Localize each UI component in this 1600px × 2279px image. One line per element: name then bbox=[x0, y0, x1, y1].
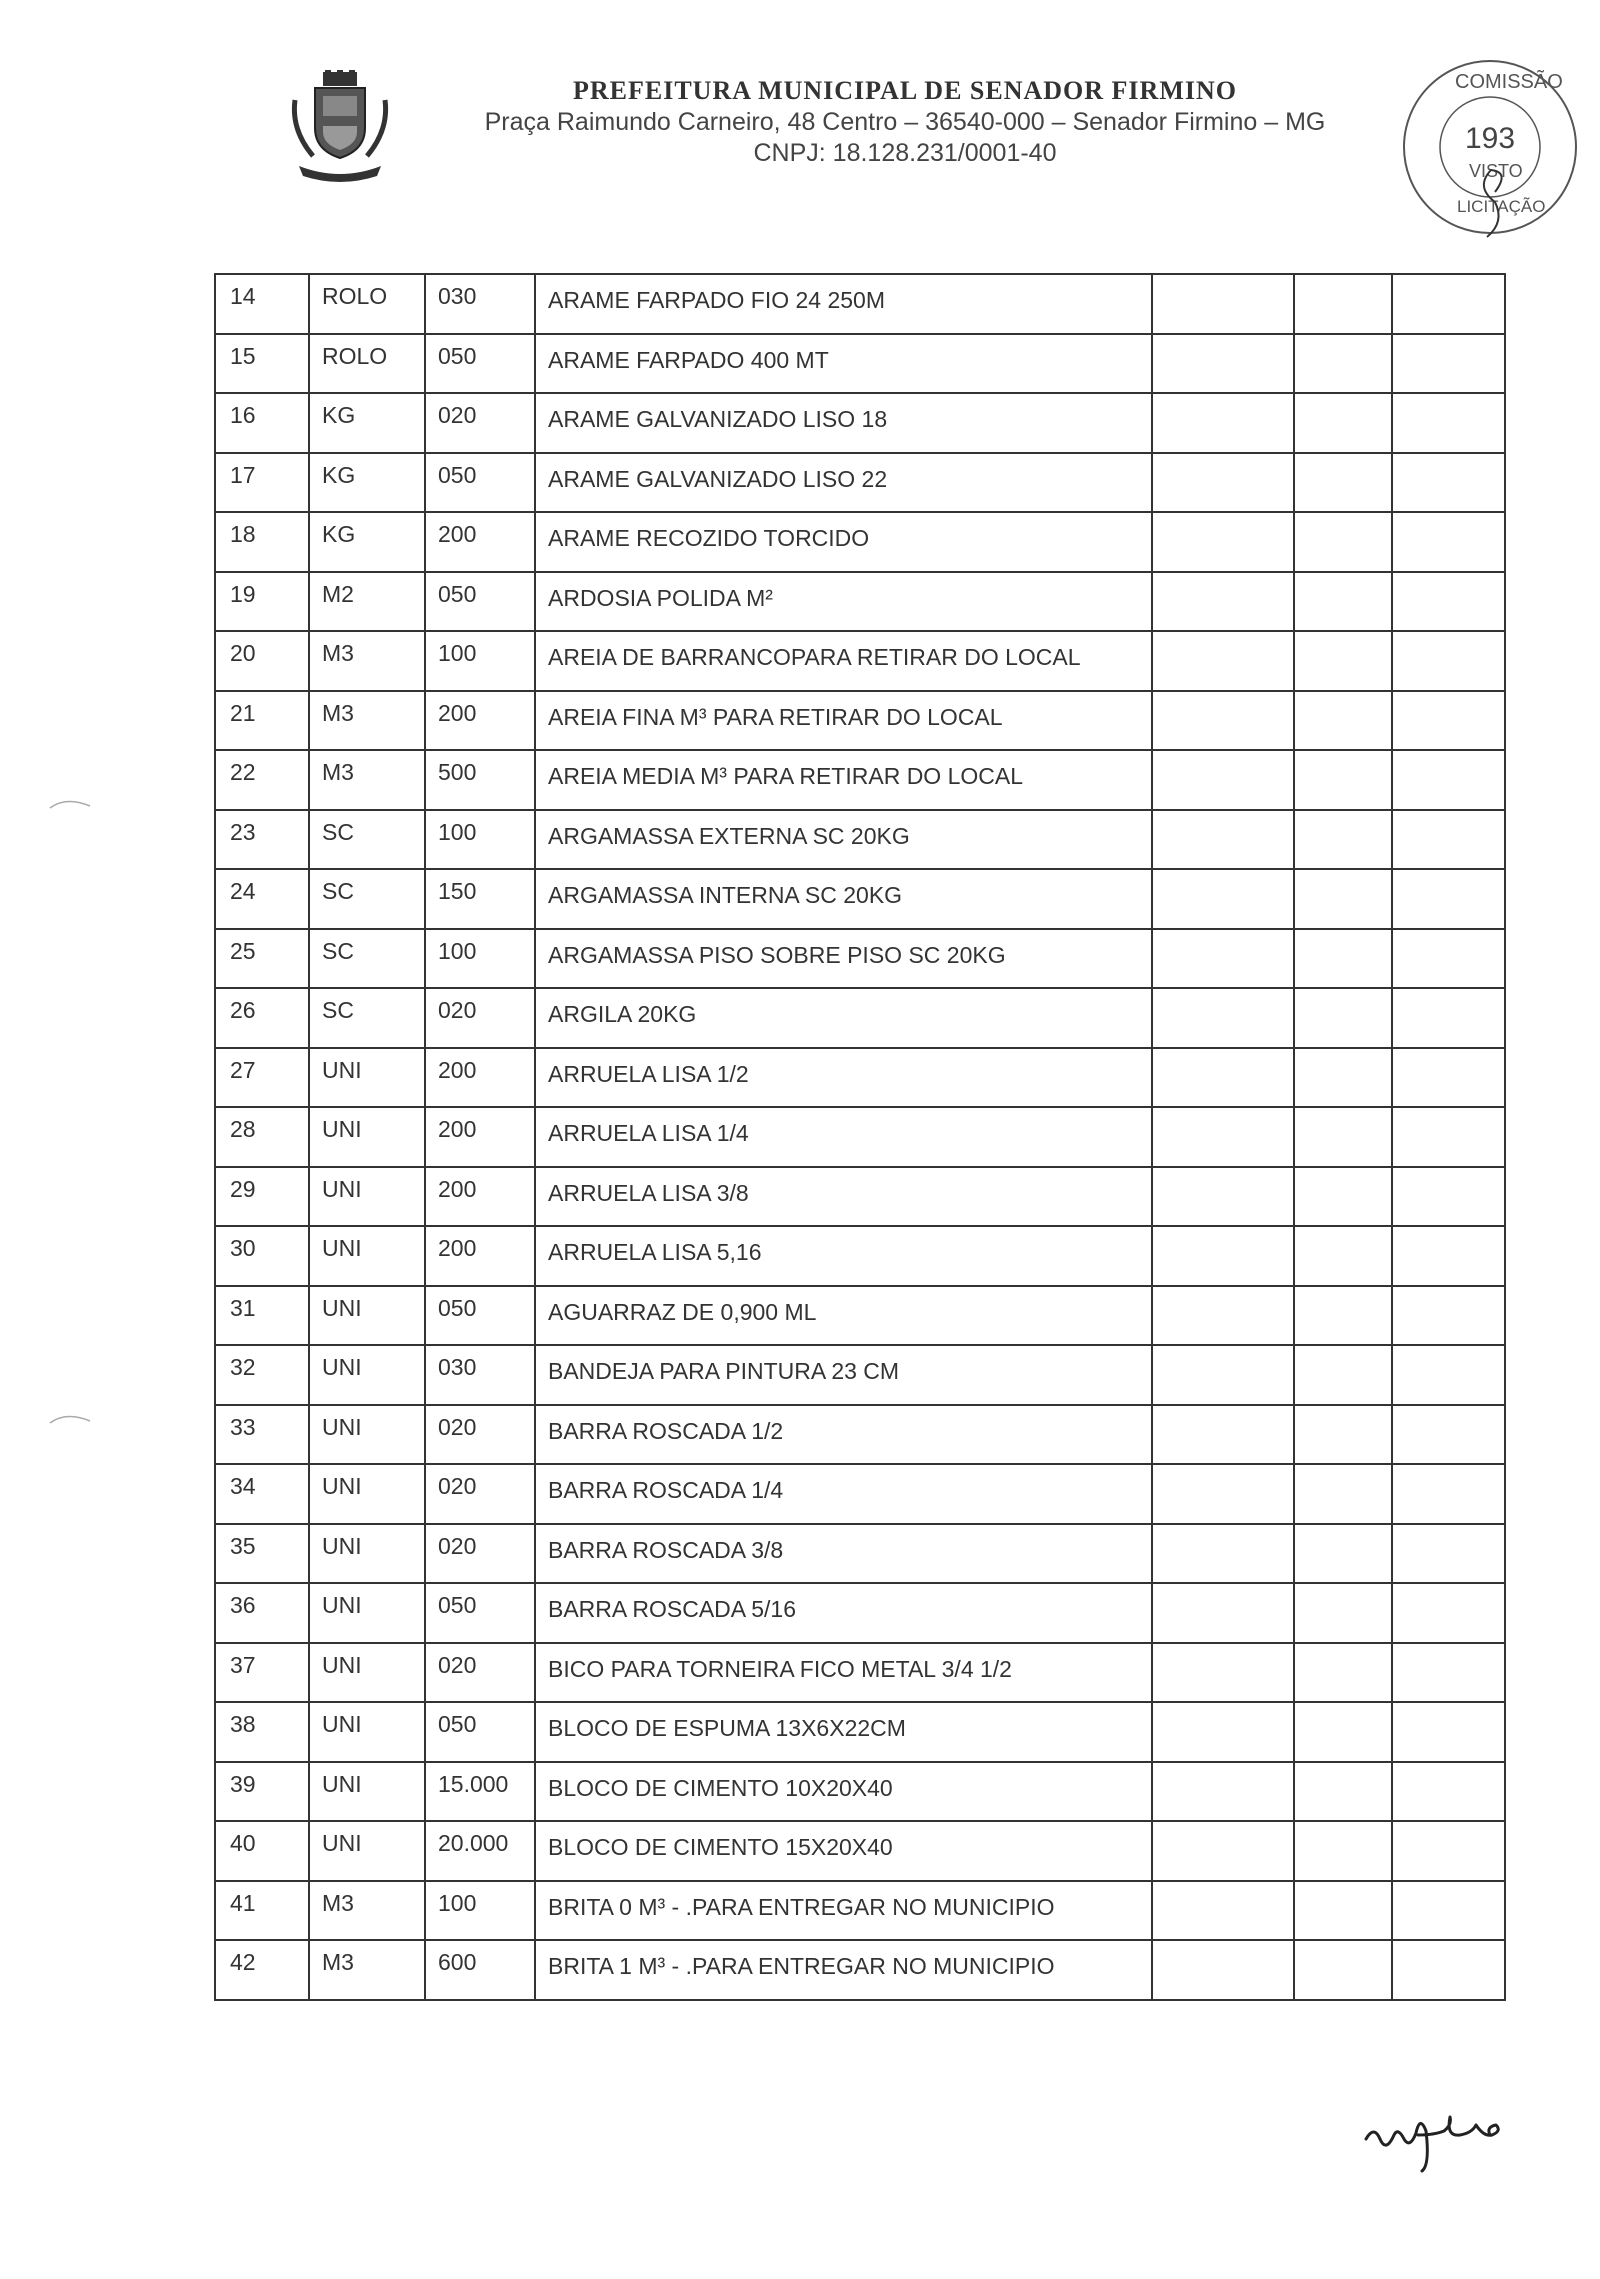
item-unit-cell: UNI bbox=[309, 1762, 425, 1822]
handwritten-signature-icon bbox=[1360, 2095, 1520, 2175]
item-description-cell: ARDOSIA POLIDA M² bbox=[535, 572, 1152, 632]
empty-price-cell bbox=[1294, 1524, 1392, 1584]
empty-price-cell bbox=[1294, 512, 1392, 572]
table-row bbox=[215, 1821, 1505, 1881]
empty-price-cell bbox=[1152, 750, 1294, 810]
empty-price-cell bbox=[1294, 393, 1392, 453]
empty-price-cell bbox=[1392, 1821, 1505, 1881]
table-row bbox=[215, 1226, 1505, 1286]
item-unit-cell: UNI bbox=[309, 1524, 425, 1584]
empty-price-cell bbox=[1392, 393, 1505, 453]
item-unit-cell: UNI bbox=[309, 1167, 425, 1227]
empty-price-cell bbox=[1392, 929, 1505, 989]
table-row bbox=[215, 1643, 1505, 1703]
item-unit-cell: M3 bbox=[309, 750, 425, 810]
empty-price-cell bbox=[1294, 1702, 1392, 1762]
item-number-cell: 39 bbox=[215, 1762, 309, 1822]
item-quantity-cell: 200 bbox=[425, 512, 535, 572]
item-description-cell: ARGAMASSA PISO SOBRE PISO SC 20KG bbox=[535, 929, 1152, 989]
table-row bbox=[215, 1167, 1505, 1227]
item-description-cell: BARRA ROSCADA 1/4 bbox=[535, 1464, 1152, 1524]
item-unit-cell: M3 bbox=[309, 631, 425, 691]
table-row bbox=[215, 988, 1505, 1048]
item-quantity-cell: 20.000 bbox=[425, 1821, 535, 1881]
item-unit-cell: UNI bbox=[309, 1643, 425, 1703]
item-quantity-cell: 100 bbox=[425, 810, 535, 870]
item-quantity-cell: 100 bbox=[425, 631, 535, 691]
empty-price-cell bbox=[1152, 1405, 1294, 1465]
item-description-cell: BRITA 0 M³ - .PARA ENTREGAR NO MUNICIPIO bbox=[535, 1881, 1152, 1941]
empty-price-cell bbox=[1294, 1107, 1392, 1167]
item-description-cell: BLOCO DE CIMENTO 15X20X40 bbox=[535, 1821, 1152, 1881]
item-quantity-cell: 050 bbox=[425, 1702, 535, 1762]
item-quantity-cell: 200 bbox=[425, 691, 535, 751]
empty-price-cell bbox=[1294, 1643, 1392, 1703]
letterhead-text bbox=[380, 76, 1430, 168]
item-description-cell: AREIA MEDIA M³ PARA RETIRAR DO LOCAL bbox=[535, 750, 1152, 810]
item-unit-cell: KG bbox=[309, 512, 425, 572]
item-unit-cell: ROLO bbox=[309, 274, 425, 334]
margin-mark bbox=[46, 790, 94, 820]
empty-price-cell bbox=[1294, 1405, 1392, 1465]
item-quantity-cell: 020 bbox=[425, 393, 535, 453]
empty-price-cell bbox=[1152, 1583, 1294, 1643]
empty-price-cell bbox=[1392, 1643, 1505, 1703]
empty-price-cell bbox=[1294, 1762, 1392, 1822]
item-description-cell: ARGAMASSA INTERNA SC 20KG bbox=[535, 869, 1152, 929]
empty-price-cell bbox=[1152, 929, 1294, 989]
empty-price-cell bbox=[1294, 334, 1392, 394]
table-row bbox=[215, 572, 1505, 632]
item-description-cell: ARAME GALVANIZADO LISO 18 bbox=[535, 393, 1152, 453]
item-quantity-cell: 050 bbox=[425, 572, 535, 632]
item-quantity-cell: 100 bbox=[425, 1881, 535, 1941]
empty-price-cell bbox=[1294, 1226, 1392, 1286]
municipality-title: PREFEITURA MUNICIPAL DE SENADOR FIRMINO bbox=[572, 76, 1237, 105]
item-description-cell: ARRUELA LISA 1/2 bbox=[535, 1048, 1152, 1108]
empty-price-cell bbox=[1392, 1345, 1505, 1405]
empty-price-cell bbox=[1152, 512, 1294, 572]
empty-price-cell bbox=[1392, 750, 1505, 810]
empty-price-cell bbox=[1294, 1821, 1392, 1881]
stamp-bottom-text: LICITAÇÃO bbox=[1457, 197, 1546, 216]
item-number-cell: 17 bbox=[215, 453, 309, 513]
item-unit-cell: UNI bbox=[309, 1107, 425, 1167]
empty-price-cell bbox=[1392, 274, 1505, 334]
stamp-top-text: COMISSÃO bbox=[1455, 71, 1563, 93]
empty-price-cell bbox=[1152, 869, 1294, 929]
empty-price-cell bbox=[1392, 631, 1505, 691]
item-unit-cell: M3 bbox=[309, 1940, 425, 2000]
empty-price-cell bbox=[1294, 1464, 1392, 1524]
item-unit-cell: SC bbox=[309, 929, 425, 989]
item-number-cell: 22 bbox=[215, 750, 309, 810]
empty-price-cell bbox=[1392, 1940, 1505, 2000]
empty-price-cell bbox=[1152, 1643, 1294, 1703]
empty-price-cell bbox=[1152, 1821, 1294, 1881]
item-description-cell: ARAME RECOZIDO TORCIDO bbox=[535, 512, 1152, 572]
item-number-cell: 14 bbox=[215, 274, 309, 334]
item-number-cell: 26 bbox=[215, 988, 309, 1048]
empty-price-cell bbox=[1152, 453, 1294, 513]
municipality-cnpj: CNPJ: 18.128.231/0001-40 bbox=[753, 139, 1057, 167]
empty-price-cell bbox=[1152, 1167, 1294, 1227]
item-quantity-cell: 020 bbox=[425, 1405, 535, 1465]
item-number-cell: 35 bbox=[215, 1524, 309, 1584]
item-number-cell: 38 bbox=[215, 1702, 309, 1762]
empty-price-cell bbox=[1392, 1286, 1505, 1346]
empty-price-cell bbox=[1294, 1345, 1392, 1405]
item-quantity-cell: 050 bbox=[425, 453, 535, 513]
table-row bbox=[215, 750, 1505, 810]
item-quantity-cell: 500 bbox=[425, 750, 535, 810]
empty-price-cell bbox=[1392, 334, 1505, 394]
item-number-cell: 32 bbox=[215, 1345, 309, 1405]
item-number-cell: 29 bbox=[215, 1167, 309, 1227]
empty-price-cell bbox=[1152, 1048, 1294, 1108]
table-row bbox=[215, 1048, 1505, 1108]
table-row bbox=[215, 453, 1505, 513]
empty-price-cell bbox=[1294, 929, 1392, 989]
item-number-cell: 24 bbox=[215, 869, 309, 929]
empty-price-cell bbox=[1152, 1286, 1294, 1346]
item-quantity-cell: 15.000 bbox=[425, 1762, 535, 1822]
empty-price-cell bbox=[1152, 988, 1294, 1048]
empty-price-cell bbox=[1152, 393, 1294, 453]
item-number-cell: 34 bbox=[215, 1464, 309, 1524]
empty-price-cell bbox=[1392, 1881, 1505, 1941]
item-quantity-cell: 020 bbox=[425, 1643, 535, 1703]
item-description-cell: BANDEJA PARA PINTURA 23 CM bbox=[535, 1345, 1152, 1405]
empty-price-cell bbox=[1294, 1286, 1392, 1346]
item-quantity-cell: 150 bbox=[425, 869, 535, 929]
empty-price-cell bbox=[1294, 988, 1392, 1048]
item-description-cell: BICO PARA TORNEIRA FICO METAL 3/4 1/2 bbox=[535, 1643, 1152, 1703]
item-unit-cell: UNI bbox=[309, 1048, 425, 1108]
empty-price-cell bbox=[1294, 750, 1392, 810]
item-description-cell: BARRA ROSCADA 3/8 bbox=[535, 1524, 1152, 1584]
item-description-cell: BLOCO DE CIMENTO 10X20X40 bbox=[535, 1762, 1152, 1822]
item-unit-cell: SC bbox=[309, 810, 425, 870]
empty-price-cell bbox=[1152, 274, 1294, 334]
item-number-cell: 40 bbox=[215, 1821, 309, 1881]
item-quantity-cell: 200 bbox=[425, 1167, 535, 1227]
table-row bbox=[215, 1524, 1505, 1584]
municipal-coat-of-arms-icon bbox=[285, 70, 395, 185]
table-row bbox=[215, 810, 1505, 870]
item-number-cell: 41 bbox=[215, 1881, 309, 1941]
stamp-middle-text: VISTO bbox=[1469, 161, 1523, 181]
items-table bbox=[214, 273, 1506, 2001]
item-number-cell: 36 bbox=[215, 1583, 309, 1643]
item-description-cell: ARAME FARPADO 400 MT bbox=[535, 334, 1152, 394]
item-unit-cell: UNI bbox=[309, 1702, 425, 1762]
empty-price-cell bbox=[1152, 1524, 1294, 1584]
item-number-cell: 33 bbox=[215, 1405, 309, 1465]
empty-price-cell bbox=[1392, 1762, 1505, 1822]
item-number-cell: 15 bbox=[215, 334, 309, 394]
item-quantity-cell: 030 bbox=[425, 274, 535, 334]
empty-price-cell bbox=[1152, 572, 1294, 632]
item-quantity-cell: 100 bbox=[425, 929, 535, 989]
empty-price-cell bbox=[1152, 691, 1294, 751]
table-row bbox=[215, 334, 1505, 394]
item-number-cell: 42 bbox=[215, 1940, 309, 2000]
item-quantity-cell: 050 bbox=[425, 334, 535, 394]
item-description-cell: ARRUELA LISA 1/4 bbox=[535, 1107, 1152, 1167]
item-unit-cell: SC bbox=[309, 988, 425, 1048]
table-row bbox=[215, 1702, 1505, 1762]
empty-price-cell bbox=[1152, 1762, 1294, 1822]
item-number-cell: 16 bbox=[215, 393, 309, 453]
item-quantity-cell: 200 bbox=[425, 1226, 535, 1286]
table-row bbox=[215, 1762, 1505, 1822]
empty-price-cell bbox=[1152, 1226, 1294, 1286]
item-unit-cell: KG bbox=[309, 453, 425, 513]
item-description-cell: ARRUELA LISA 3/8 bbox=[535, 1167, 1152, 1227]
item-unit-cell: SC bbox=[309, 869, 425, 929]
stamp-number: 193 bbox=[1465, 122, 1516, 155]
empty-price-cell bbox=[1294, 274, 1392, 334]
item-unit-cell: ROLO bbox=[309, 334, 425, 394]
item-unit-cell: M3 bbox=[309, 691, 425, 751]
empty-price-cell bbox=[1294, 1881, 1392, 1941]
empty-price-cell bbox=[1392, 1226, 1505, 1286]
municipality-address: Praça Raimundo Carneiro, 48 Centro – 36540-000 – Senador Firmino – MG bbox=[484, 108, 1326, 136]
table-row bbox=[215, 1464, 1505, 1524]
empty-price-cell bbox=[1392, 512, 1505, 572]
empty-price-cell bbox=[1152, 1940, 1294, 2000]
letterhead bbox=[0, 0, 1600, 250]
item-quantity-cell: 050 bbox=[425, 1286, 535, 1346]
item-number-cell: 31 bbox=[215, 1286, 309, 1346]
item-number-cell: 28 bbox=[215, 1107, 309, 1167]
empty-price-cell bbox=[1152, 631, 1294, 691]
empty-price-cell bbox=[1152, 1464, 1294, 1524]
item-description-cell: BARRA ROSCADA 1/2 bbox=[535, 1405, 1152, 1465]
item-description-cell: ARRUELA LISA 5,16 bbox=[535, 1226, 1152, 1286]
item-description-cell: BARRA ROSCADA 5/16 bbox=[535, 1583, 1152, 1643]
item-unit-cell: UNI bbox=[309, 1821, 425, 1881]
item-unit-cell: UNI bbox=[309, 1286, 425, 1346]
item-number-cell: 20 bbox=[215, 631, 309, 691]
empty-price-cell bbox=[1294, 631, 1392, 691]
table-row bbox=[215, 512, 1505, 572]
table-row bbox=[215, 691, 1505, 751]
item-number-cell: 21 bbox=[215, 691, 309, 751]
empty-price-cell bbox=[1152, 810, 1294, 870]
item-quantity-cell: 600 bbox=[425, 1940, 535, 2000]
item-number-cell: 37 bbox=[215, 1643, 309, 1703]
empty-price-cell bbox=[1392, 869, 1505, 929]
empty-price-cell bbox=[1392, 1107, 1505, 1167]
empty-price-cell bbox=[1392, 572, 1505, 632]
empty-price-cell bbox=[1392, 810, 1505, 870]
empty-price-cell bbox=[1152, 1702, 1294, 1762]
empty-price-cell bbox=[1152, 1345, 1294, 1405]
item-unit-cell: UNI bbox=[309, 1464, 425, 1524]
item-number-cell: 27 bbox=[215, 1048, 309, 1108]
empty-price-cell bbox=[1392, 453, 1505, 513]
item-number-cell: 23 bbox=[215, 810, 309, 870]
empty-price-cell bbox=[1294, 810, 1392, 870]
empty-price-cell bbox=[1294, 572, 1392, 632]
item-description-cell: ARGILA 20KG bbox=[535, 988, 1152, 1048]
empty-price-cell bbox=[1294, 869, 1392, 929]
table-row bbox=[215, 1286, 1505, 1346]
table-row bbox=[215, 1107, 1505, 1167]
empty-price-cell bbox=[1392, 1464, 1505, 1524]
item-unit-cell: UNI bbox=[309, 1405, 425, 1465]
item-number-cell: 30 bbox=[215, 1226, 309, 1286]
empty-price-cell bbox=[1294, 1048, 1392, 1108]
item-description-cell: AREIA FINA M³ PARA RETIRAR DO LOCAL bbox=[535, 691, 1152, 751]
empty-price-cell bbox=[1294, 1167, 1392, 1227]
empty-price-cell bbox=[1294, 1940, 1392, 2000]
item-number-cell: 19 bbox=[215, 572, 309, 632]
item-description-cell: AREIA DE BARRANCOPARA RETIRAR DO LOCAL bbox=[535, 631, 1152, 691]
empty-price-cell bbox=[1392, 1583, 1505, 1643]
margin-mark bbox=[46, 1405, 94, 1435]
bidding-committee-stamp bbox=[1395, 52, 1585, 242]
empty-price-cell bbox=[1392, 691, 1505, 751]
empty-price-cell bbox=[1392, 1048, 1505, 1108]
item-unit-cell: KG bbox=[309, 393, 425, 453]
table-row bbox=[215, 1940, 1505, 2000]
item-description-cell: AGUARRAZ DE 0,900 ML bbox=[535, 1286, 1152, 1346]
empty-price-cell bbox=[1392, 1405, 1505, 1465]
empty-price-cell bbox=[1152, 1107, 1294, 1167]
item-unit-cell: UNI bbox=[309, 1583, 425, 1643]
item-unit-cell: UNI bbox=[309, 1226, 425, 1286]
item-number-cell: 18 bbox=[215, 512, 309, 572]
empty-price-cell bbox=[1294, 453, 1392, 513]
table-row bbox=[215, 393, 1505, 453]
item-quantity-cell: 020 bbox=[425, 1524, 535, 1584]
empty-price-cell bbox=[1392, 988, 1505, 1048]
table-row bbox=[215, 631, 1505, 691]
empty-price-cell bbox=[1294, 691, 1392, 751]
item-quantity-cell: 020 bbox=[425, 1464, 535, 1524]
item-description-cell: BRITA 1 M³ - .PARA ENTREGAR NO MUNICIPIO bbox=[535, 1940, 1152, 2000]
item-number-cell: 25 bbox=[215, 929, 309, 989]
empty-price-cell bbox=[1294, 1583, 1392, 1643]
item-unit-cell: M2 bbox=[309, 572, 425, 632]
item-unit-cell: UNI bbox=[309, 1345, 425, 1405]
empty-price-cell bbox=[1392, 1524, 1505, 1584]
item-quantity-cell: 020 bbox=[425, 988, 535, 1048]
item-quantity-cell: 030 bbox=[425, 1345, 535, 1405]
empty-price-cell bbox=[1392, 1702, 1505, 1762]
table-row bbox=[215, 869, 1505, 929]
item-description-cell: ARGAMASSA EXTERNA SC 20KG bbox=[535, 810, 1152, 870]
table-row bbox=[215, 929, 1505, 989]
item-description-cell: ARAME FARPADO FIO 24 250M bbox=[535, 274, 1152, 334]
table-row bbox=[215, 1881, 1505, 1941]
empty-price-cell bbox=[1152, 1881, 1294, 1941]
item-quantity-cell: 200 bbox=[425, 1107, 535, 1167]
empty-price-cell bbox=[1152, 334, 1294, 394]
item-description-cell: ARAME GALVANIZADO LISO 22 bbox=[535, 453, 1152, 513]
item-quantity-cell: 200 bbox=[425, 1048, 535, 1108]
item-quantity-cell: 050 bbox=[425, 1583, 535, 1643]
table-row bbox=[215, 1345, 1505, 1405]
empty-price-cell bbox=[1392, 1167, 1505, 1227]
item-unit-cell: M3 bbox=[309, 1881, 425, 1941]
table-row bbox=[215, 1583, 1505, 1643]
item-description-cell: BLOCO DE ESPUMA 13X6X22CM bbox=[535, 1702, 1152, 1762]
table-row bbox=[215, 274, 1505, 334]
table-row bbox=[215, 1405, 1505, 1465]
